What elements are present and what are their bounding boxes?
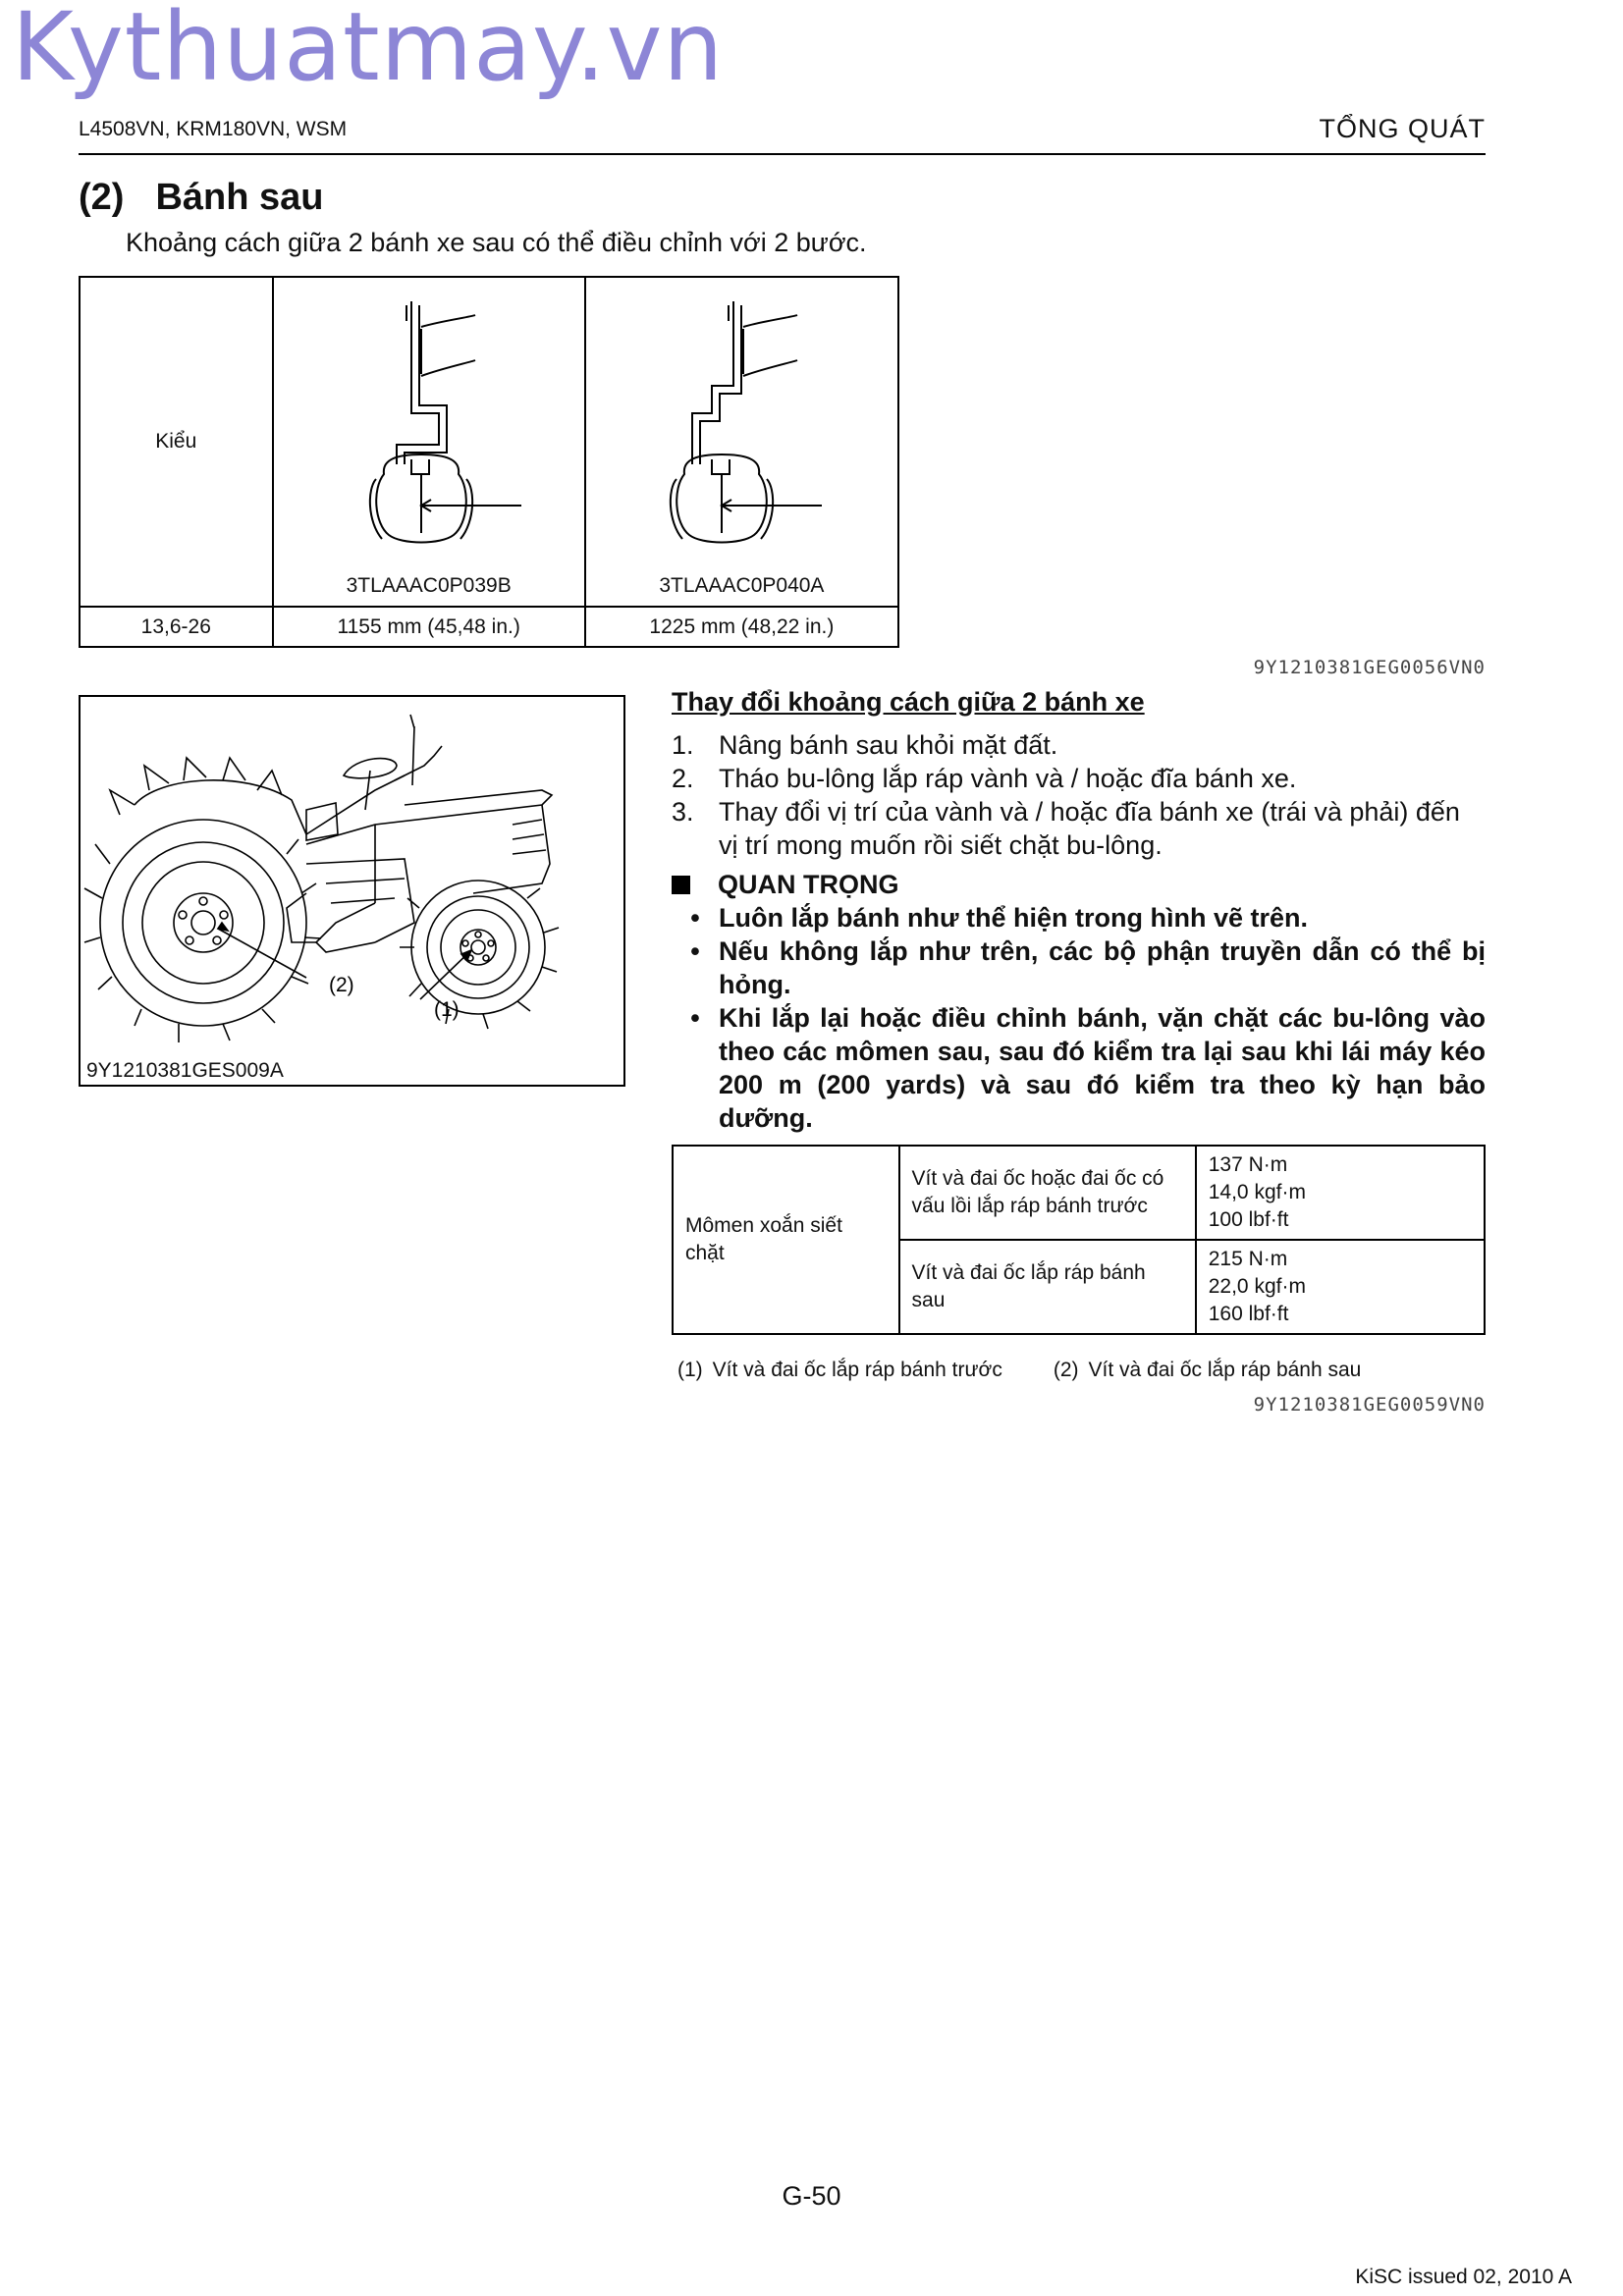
tractor-illustration [81,697,623,1085]
torque-value-front: 137 N·m 14,0 kgf·m 100 lbf·ft [1196,1146,1485,1240]
wheel-figure-2 [585,277,898,607]
tractor-figure [79,695,625,1087]
step-item: 3. Thay đổi vị trí của vành và / hoặc đĩa bánh xe (trái và phải) đến vị trí mong muốn rồi siết chặt bu-lông. [672,797,1460,860]
important-bullets [672,901,1486,1135]
bullet-item: • Khi lắp lại hoặc điều chỉnh bánh, vặn chặt các bu-lông vào theo các mômen sau, sau đó kiểm tra lại sau khi lái máy kéo 200 m (200 yards) và sau đó kiểm tra theo kỳ hạn bảo dưỡng. [690,1003,1486,1133]
header-model: L4508VN, KRM180VN, WSM [79,118,348,140]
step-item: 1. Nâng bánh sau khỏi mặt đất. [672,730,1058,760]
spacing-value-2: 1225 mm (48,22 in.) [585,607,898,647]
square-bullet-icon [672,876,690,894]
important-heading: QUAN TRỌNG [672,870,899,900]
section-title [79,177,324,219]
bullet-item: • Luôn lắp bánh như thể hiện trong hình vẽ trên. [690,903,1309,933]
section-number: (2) [79,177,125,218]
bullet-item: • Nếu không lắp như trên, các bộ phận truyền dẫn có thể bị hỏng. [690,936,1486,999]
header-rule [79,153,1486,155]
page-number: G-50 [782,2181,841,2211]
torque-item-front: Vít và đai ốc hoặc đai ốc có vấu lồi lắp ráp bánh trước [899,1146,1196,1240]
wheel-spacing-table [79,276,899,648]
type-header: Kiểu [80,277,273,607]
step-item: 2. Tháo bu-lông lắp ráp vành và / hoặc đĩa bánh xe. [672,764,1297,793]
torque-label: Mômen xoắn siết chặt [673,1146,899,1334]
torque-item-rear: Vít và đai ốc lắp ráp bánh sau [899,1240,1196,1334]
wheel-offset-diagram-1 [274,278,583,572]
procedure-steps [672,728,1486,862]
doc-code-2: 9Y1210381GEG0059VN0 [1253,1394,1486,1415]
torque-value-rear: 215 N·m 22,0 kgf·m 160 lbf·ft [1196,1240,1485,1334]
figure-label-1: (1) [434,998,460,1021]
tire-size-cell: 13,6-26 [80,607,273,647]
procedure-title: Thay đổi khoảng cách giữa 2 bánh xe [672,687,1145,717]
section-intro: Khoảng cách giữa 2 bánh xe sau có thể điều chỉnh với 2 bước. [126,228,867,257]
header-chapter: TỔNG QUÁT [1319,114,1486,143]
wheel-figure-1 [273,277,585,607]
wheel-figure-2-caption: 3TLAAAC0P040A [659,574,825,597]
spacing-value-1: 1155 mm (45,48 in.) [273,607,585,647]
figure-label-2: (2) [329,974,354,996]
watermark-logo: Kythuatmay.vn [12,0,725,102]
wheel-offset-diagram-2 [586,278,896,572]
torque-table [672,1145,1486,1335]
wheel-figure-1-caption: 3TLAAAC0P039B [346,574,512,597]
footer-issue: KiSC issued 02, 2010 A [1355,2266,1572,2288]
figure-code: 9Y1210381GES009A [86,1059,284,1082]
section-title-text: Bánh sau [155,177,324,218]
doc-code-1: 9Y1210381GEG0056VN0 [1253,657,1486,678]
figure-legend: (1) Vít và đai ốc lắp ráp bánh trước (2) Vít và đai ốc lắp ráp bánh sau [677,1359,1362,1381]
